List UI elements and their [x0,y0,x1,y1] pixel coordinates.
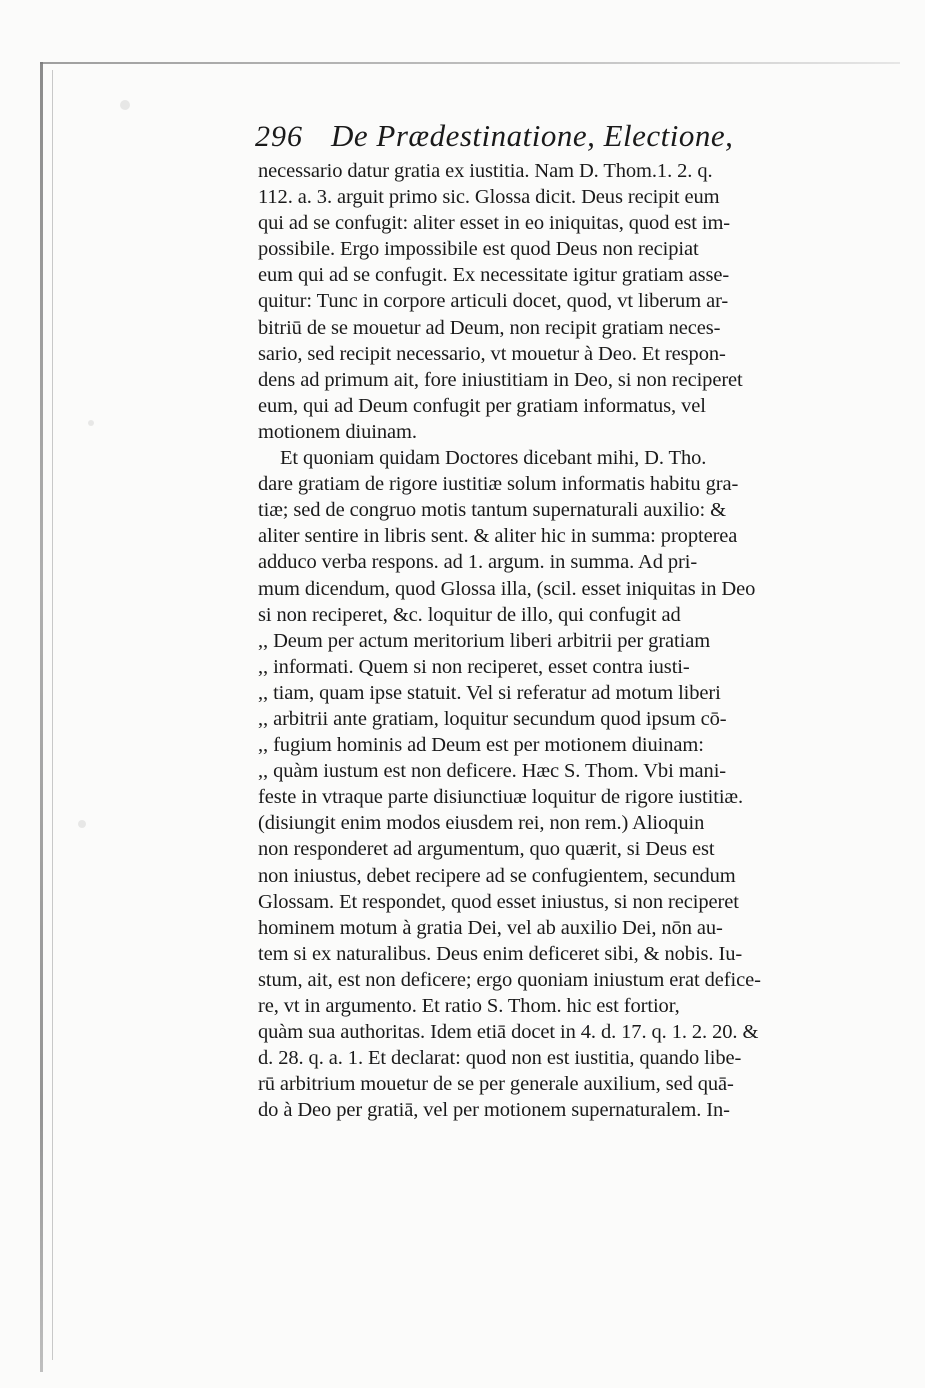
text-line: do à Deo per gratiā, vel per motionem supernaturalem. In- [258,1099,730,1122]
paragraph-start-line: Et quoniam quidam Doctores dicebant mihi, D. Tho. [280,447,707,470]
text-line: stum, ait, est non deficere; ergo quoniam iniustum erat defice- [258,968,761,991]
running-head: De Prædestinatione, Electione, [331,118,734,153]
text-line: possibile. Ergo impossibile est quod Deus non recipiat [258,238,699,261]
page-header [255,118,895,162]
scan-speck [120,100,130,110]
text-line: quàm sua authoritas. Idem etiā docet in 4. d. 17. q. 1. 2. 20. & [258,1021,759,1044]
text-line: si non reciperet, &c. loquitur de illo, qui confugit ad [258,603,681,626]
text-line: feste in vtraque parte disiunctiuæ loquitur de rigore iustitiæ. [258,786,744,809]
text-line: Glossam. Et respondet, quod esset iniustus, si non reciperet [258,890,739,913]
quoted-line: ,, informati. Quem si non reciperet, esset contra iusti- [258,655,690,678]
text-line: non responderet ad argumentum, quo quærit, si Deus est [258,838,715,861]
text-line: quitur: Tunc in corpore articuli docet, quod, vt liberum ar- [258,290,729,313]
scan-speck [78,820,86,828]
body-text [258,158,883,1123]
text-line: aliter sentire in libris sent. & aliter hic in summa: propterea [258,525,738,548]
text-line: sario, sed recipit necessario, vt mouetur à Deo. Et respon- [258,342,726,365]
quoted-line: ,, arbitrii ante gratiam, loquitur secundum quod ipsum cō- [258,707,727,730]
text-line: motionem diuinam. [258,420,417,443]
quoted-line: ,, fugium hominis ad Deum est per motionem diuinam: [258,734,704,757]
text-line: adduco verba respons. ad 1. argum. in summa. Ad pri- [258,551,698,574]
text-line: dens ad primum ait, fore iniustitiam in Deo, si non reciperet [258,368,743,391]
text-line: d. 28. q. a. 1. Et declarat: quod non est iustitia, quando libe- [258,1047,742,1070]
text-line: hominem motum à gratia Dei, vel ab auxilio Dei, nōn au- [258,916,723,939]
page-top-edge [40,62,900,64]
text-line: tem si ex naturalibus. Deus enim deficeret sibi, & nobis. Iu- [258,942,743,965]
text-line: re, vt in argumento. Et ratio S. Thom. hic est fortior, [258,995,680,1017]
page-edge-line [52,70,53,1360]
quoted-line: ,, Deum per actum meritorium liberi arbitrii per gratiam [258,629,711,652]
quoted-line: ,, quàm iustum est non deficere. Hæc S. Thom. Vbi mani- [258,760,727,783]
text-line: rū arbitrium mouetur de se per generale auxilium, sed quā- [258,1073,734,1096]
text-line: non iniustus, debet recipere ad se confugientem, secundum [258,864,736,887]
text-line: (disiungit enim modos eiusdem rei, non rem.) Alioquin [258,812,705,835]
text-line: 112. a. 3. arguit primo sic. Glossa dicit. Deus recipit eum [258,186,720,209]
text-line: mum dicendum, quod Glossa illa, (scil. esset iniquitas in Deo [258,577,756,600]
text-line: bitriū de se mouetur ad Deum, non recipit gratiam neces- [258,316,721,339]
text-line: eum qui ad se confugit. Ex necessitate igitur gratiam asse- [258,264,730,287]
scan-speck [88,420,94,426]
text-line: necessario datur gratia ex iustitia. Nam D. Thom.1. 2. q. [258,160,713,182]
page-edge-shadow [40,62,43,1372]
quoted-line: ,, tiam, quam ipse statuit. Vel si referatur ad motum liberi [258,681,721,704]
text-line: tiæ; sed de congruo motis tantum supernaturali auxilio: & [258,499,727,522]
page-number: 296 [255,120,303,153]
text-line: eum, qui ad Deum confugit per gratiam informatus, vel [258,394,706,417]
text-line: dare gratiam de rigore iustitiæ solum informatis habitu gra- [258,473,739,496]
text-line: qui ad se confugit: aliter esset in eo iniquitas, quod est im- [258,212,731,235]
